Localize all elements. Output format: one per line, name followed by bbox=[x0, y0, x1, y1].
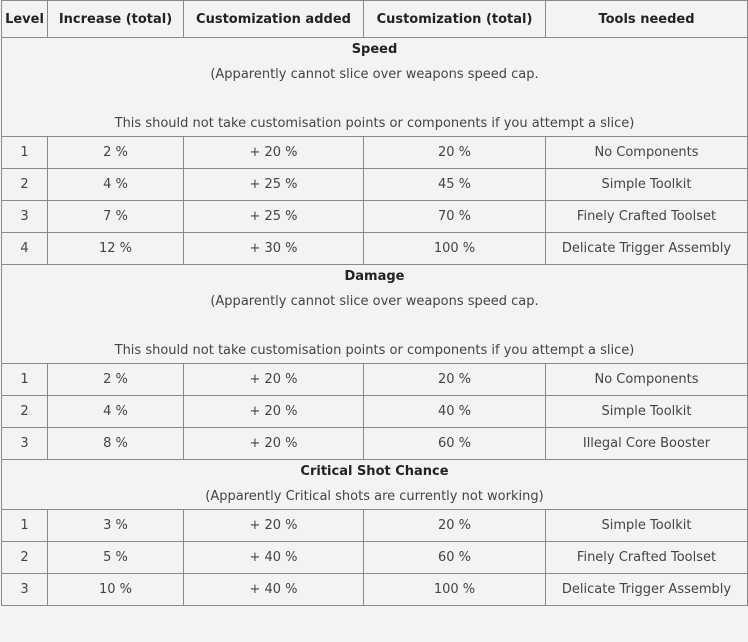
level-cell: 3 bbox=[2, 574, 48, 606]
customization-added-cell: + 40 % bbox=[184, 542, 364, 574]
level-cell: 3 bbox=[2, 201, 48, 233]
section-row bbox=[2, 38, 748, 137]
table-row bbox=[2, 201, 748, 233]
level-cell: 1 bbox=[2, 510, 48, 542]
increase-total-cell: 8 % bbox=[48, 428, 184, 460]
increase-total-cell: 10 % bbox=[48, 574, 184, 606]
table-row bbox=[2, 169, 748, 201]
header-level: Level bbox=[2, 1, 48, 38]
customization-table bbox=[1, 0, 748, 606]
tools-needed-cell: Illegal Core Booster bbox=[546, 428, 748, 460]
level-cell: 1 bbox=[2, 364, 48, 396]
header-increase-total: Increase (total) bbox=[48, 1, 184, 38]
section-title: Critical Shot Chance bbox=[300, 464, 449, 479]
header-row bbox=[2, 1, 748, 38]
increase-total-cell: 2 % bbox=[48, 137, 184, 169]
section-note: This should not take customisation points or components if you attempt a slice) bbox=[114, 116, 635, 131]
customization-added-cell: + 25 % bbox=[184, 201, 364, 233]
section-header bbox=[2, 265, 748, 364]
customization-added-cell: + 20 % bbox=[184, 396, 364, 428]
tools-needed-cell: Delicate Trigger Assembly bbox=[546, 233, 748, 265]
section-row bbox=[2, 460, 748, 510]
level-cell: 2 bbox=[2, 542, 48, 574]
section-note-spacer bbox=[2, 314, 747, 338]
table-row bbox=[2, 428, 748, 460]
header-customization-total: Customization (total) bbox=[364, 1, 546, 38]
customization-total-cell: 20 % bbox=[364, 510, 546, 542]
customization-added-cell: + 20 % bbox=[184, 137, 364, 169]
customization-total-cell: 70 % bbox=[364, 201, 546, 233]
increase-total-cell: 12 % bbox=[48, 233, 184, 265]
customization-added-cell: + 25 % bbox=[184, 169, 364, 201]
customization-total-cell: 60 % bbox=[364, 542, 546, 574]
level-cell: 1 bbox=[2, 137, 48, 169]
customization-added-cell: + 20 % bbox=[184, 510, 364, 542]
section-note: (Apparently cannot slice over weapons speed cap. bbox=[210, 67, 539, 82]
increase-total-cell: 4 % bbox=[48, 396, 184, 428]
increase-total-cell: 3 % bbox=[48, 510, 184, 542]
section-row bbox=[2, 265, 748, 364]
tools-needed-cell: Finely Crafted Toolset bbox=[546, 542, 748, 574]
customization-added-cell: + 30 % bbox=[184, 233, 364, 265]
tools-needed-cell: Simple Toolkit bbox=[546, 169, 748, 201]
section-header bbox=[2, 38, 748, 137]
customization-added-cell: + 20 % bbox=[184, 364, 364, 396]
section-note: This should not take customisation points or components if you attempt a slice) bbox=[114, 343, 635, 358]
table-row bbox=[2, 396, 748, 428]
tools-needed-cell: No Components bbox=[546, 364, 748, 396]
table-body bbox=[2, 38, 748, 606]
tools-needed-cell: Delicate Trigger Assembly bbox=[546, 574, 748, 606]
customization-added-cell: + 20 % bbox=[184, 428, 364, 460]
section-title: Damage bbox=[344, 269, 405, 284]
increase-total-cell: 2 % bbox=[48, 364, 184, 396]
customization-total-cell: 100 % bbox=[364, 574, 546, 606]
level-cell: 2 bbox=[2, 396, 48, 428]
table-row bbox=[2, 233, 748, 265]
tools-needed-cell: Simple Toolkit bbox=[546, 510, 748, 542]
section-note: (Apparently cannot slice over weapons speed cap. bbox=[210, 294, 539, 309]
customization-total-cell: 20 % bbox=[364, 364, 546, 396]
increase-total-cell: 4 % bbox=[48, 169, 184, 201]
header-tools-needed: Tools needed bbox=[546, 1, 748, 38]
level-cell: 2 bbox=[2, 169, 48, 201]
tools-needed-cell: Finely Crafted Toolset bbox=[546, 201, 748, 233]
tools-needed-cell: No Components bbox=[546, 137, 748, 169]
section-title: Speed bbox=[351, 42, 398, 57]
level-cell: 4 bbox=[2, 233, 48, 265]
increase-total-cell: 5 % bbox=[48, 542, 184, 574]
section-header bbox=[2, 460, 748, 510]
customization-total-cell: 100 % bbox=[364, 233, 546, 265]
table-row bbox=[2, 542, 748, 574]
customization-added-cell: + 40 % bbox=[184, 574, 364, 606]
customization-total-cell: 40 % bbox=[364, 396, 546, 428]
customization-total-cell: 45 % bbox=[364, 169, 546, 201]
section-note: (Apparently Critical shots are currently not working) bbox=[205, 489, 544, 504]
header-customization-added: Customization added bbox=[184, 1, 364, 38]
tools-needed-cell: Simple Toolkit bbox=[546, 396, 748, 428]
increase-total-cell: 7 % bbox=[48, 201, 184, 233]
table-row bbox=[2, 137, 748, 169]
table-row bbox=[2, 364, 748, 396]
customization-total-cell: 60 % bbox=[364, 428, 546, 460]
table-row bbox=[2, 574, 748, 606]
table-row bbox=[2, 510, 748, 542]
customization-total-cell: 20 % bbox=[364, 137, 546, 169]
section-note-spacer bbox=[2, 87, 747, 111]
level-cell: 3 bbox=[2, 428, 48, 460]
